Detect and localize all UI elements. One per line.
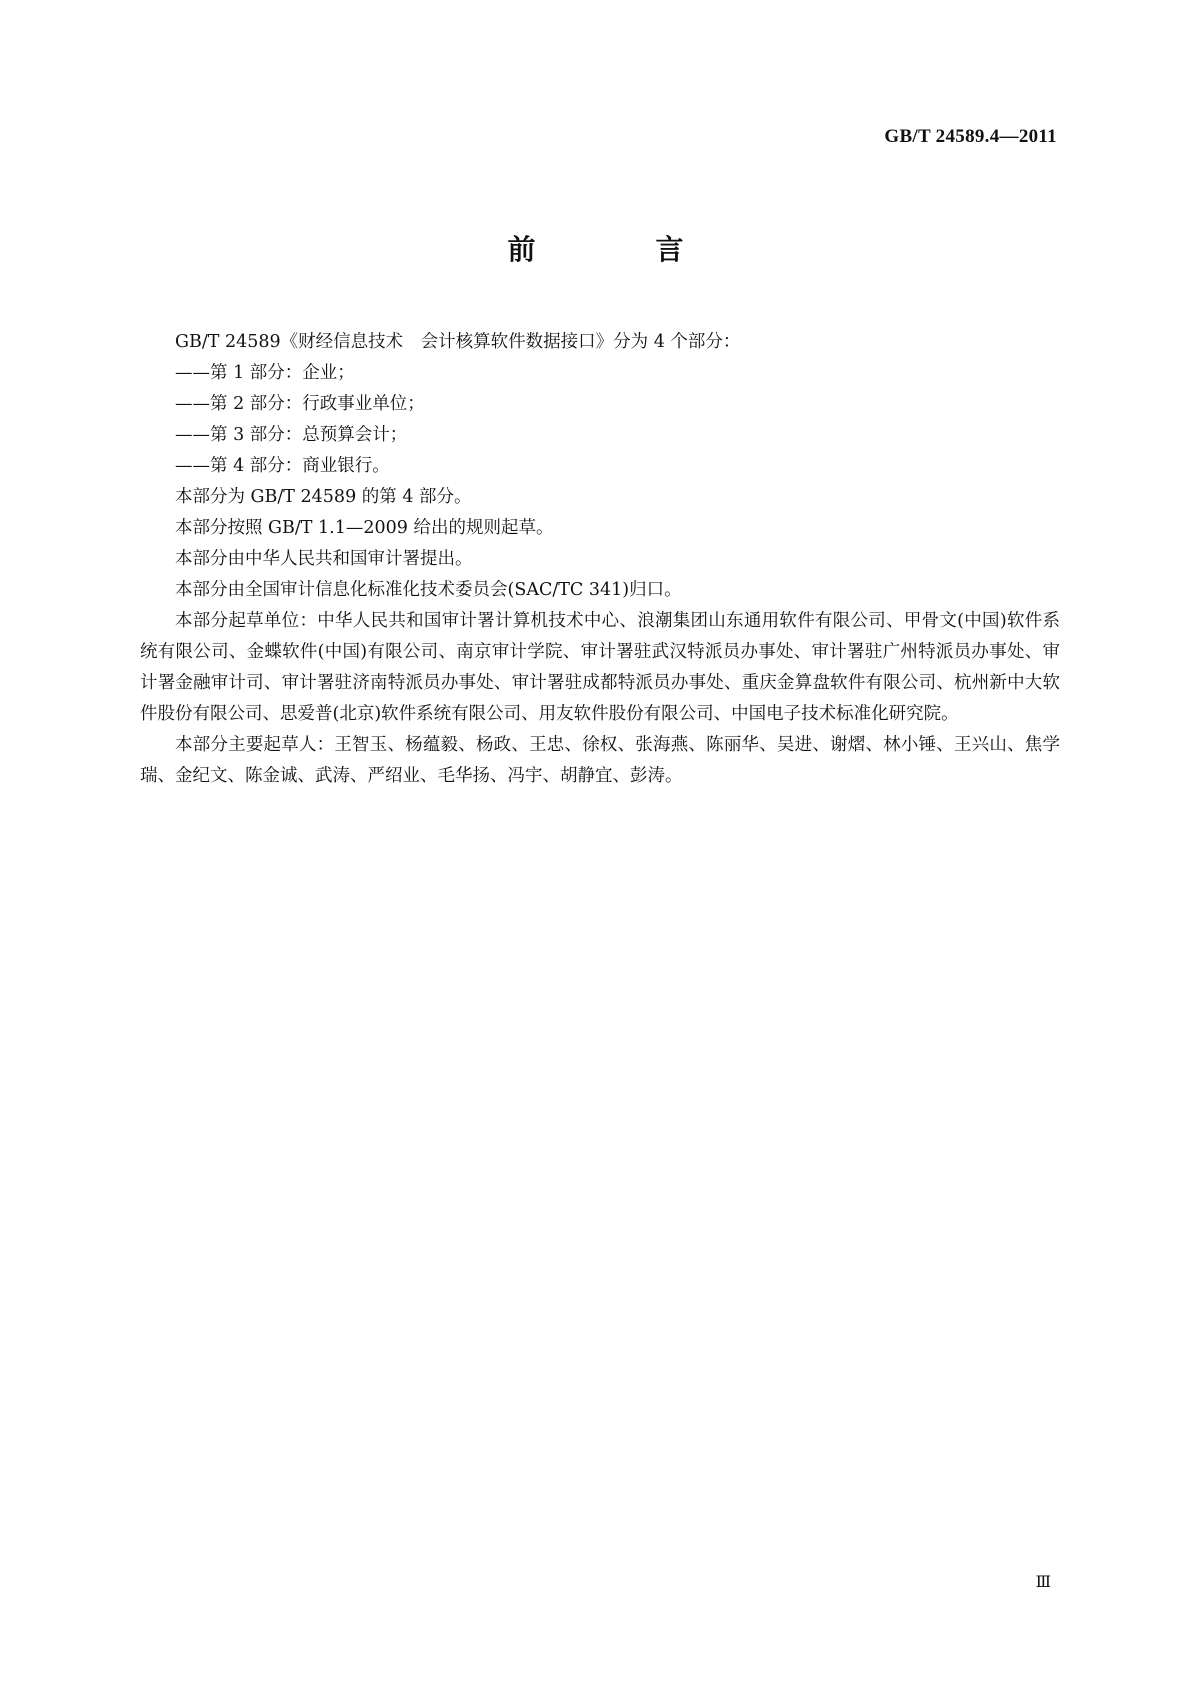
part-list-item: ——第 3 部分：总预算会计； [175, 425, 408, 445]
page-title: 前 言 [507, 233, 730, 266]
intro-paragraph: GB/T 24589《财经信息技术 会计核算软件数据接口》分为 4 个部分： [175, 332, 741, 352]
proposer-statement: 本部分由中华人民共和国审计署提出。 [175, 549, 473, 569]
page-number: Ⅲ [1035, 1574, 1051, 1591]
technical-committee-statement: 本部分由全国审计信息化标准化技术委员会(SAC/TC 341)归口。 [175, 580, 682, 600]
part-list-item: ——第 4 部分：商业银行。 [175, 456, 390, 476]
drafters-paragraph: 本部分主要起草人：王智玉、杨蕴毅、杨政、王忠、徐权、张海燕、陈丽华、吴进、谢熠、林小锤、王兴山、焦学瑞、金纪文、陈金诚、武涛、严绍业、毛华扬、冯宇、胡静宜、彭涛。 [140, 735, 1060, 786]
standard-code-header: GB/T 24589.4—2011 [884, 126, 1057, 147]
part-list-item: ——第 1 部分：企业； [175, 363, 355, 383]
drafting-rules-statement: 本部分按照 GB/T 1.1—2009 给出的规则起草。 [175, 518, 554, 538]
part-statement: 本部分为 GB/T 24589 的第 4 部分。 [175, 487, 472, 507]
document-body [140, 327, 1060, 792]
drafting-units-paragraph: 本部分起草单位：中华人民共和国审计署计算机技术中心、浪潮集团山东通用软件有限公司、甲骨文(中国)软件系统有限公司、金蝶软件(中国)有限公司、南京审计学院、审计署驻武汉特派员办事处、审计署驻广州特派员办事处、审计署金融审计司、审计署驻济南特派员办事处、审计署驻成都特派员办事处、重庆金算盘软件有限公司、杭州新中大软件股份有限公司、思爱普(北京)软件系统有限公司、用友软件股份有限公司、中国电子技术标准化研究院。 [140, 611, 1060, 724]
part-list-item: ——第 2 部分：行政事业单位； [175, 394, 425, 414]
